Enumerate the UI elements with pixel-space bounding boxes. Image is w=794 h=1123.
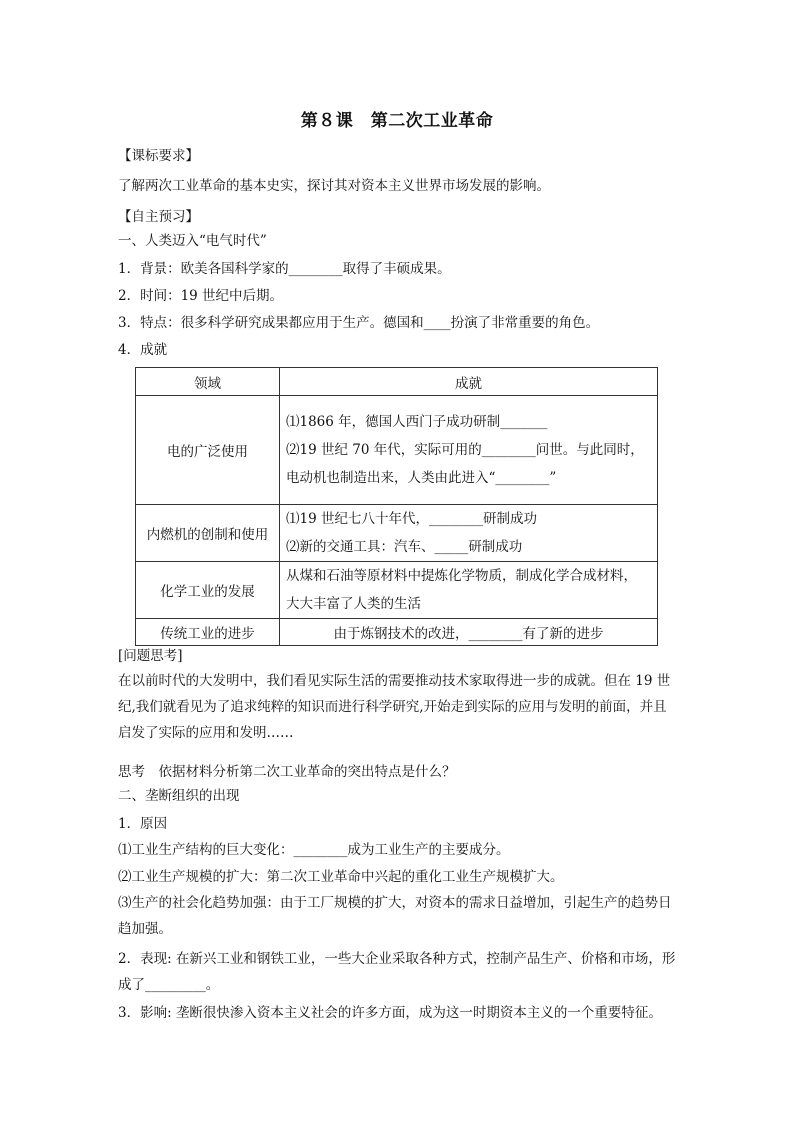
row-field: 内燃机的创制和使用 [136,505,280,562]
achievement-line: 从煤和石油等原材料中提炼化学物质，制成化学合成材料， [286,568,637,584]
table-row [136,562,658,619]
achievements-table [135,367,658,646]
achievement-line: ⑴1866 年，德国人西门子成功研制_______ [286,414,548,430]
reason-2: ⑵工业生产规模的扩大：第二次工业革命中兴起的重化工业生产规模扩大。 [118,869,564,885]
manifestation: 2．表现: 在新兴工业和钢铁工业，一些大企业采取各种方式，控制产品生产、价格和市场，形成了_________。 [118,951,676,993]
row-achievement: 由于炼钢技术的改进，________有了新的进步 [280,619,658,646]
preview-heading: 【自主预习】 [118,209,199,225]
think-question: 思考 依据材料分析第二次工业革命的突出特点是什么？ [118,764,456,780]
question-heading: [问题思考] [118,648,183,664]
achievement-line: ⑴19 世纪七八十年代，________研制成功 [286,511,537,527]
achievement-line: ⑵19 世纪 70 年代，实际可用的________问世。与此同时， [286,442,644,458]
reason-1: ⑴工业生产结构的巨大变化：________成为工业生产的主要成分。 [118,842,510,858]
table-row [136,505,658,562]
preview-item-3: 3．特点：很多科学研究成果都应用于生产。德国和____扮演了非常重要的角色。 [118,315,600,331]
row-field: 化学工业的发展 [136,562,280,619]
table-row [136,396,658,505]
preview-item-4: 4．成就 [118,342,168,358]
table-header-row [136,368,658,396]
preview-item-2: 2．时间：19 世纪中后期。 [118,288,284,304]
section1-title: 一、人类迈入“电气时代” [118,233,267,249]
achievement-line: ⑵新的交通工具：汽车、_____研制成功 [286,539,523,555]
row-achievement [280,396,658,505]
achievement-line: 电动机也制造出来，人类由此进入“________” [286,470,557,486]
achievement-line: 大大丰富了人类的生活 [286,596,421,612]
row-field: 传统工业的进步 [136,619,280,646]
section2-title: 二、垄断组织的出现 [118,788,240,804]
standards-heading: 【课标要求】 [118,148,199,164]
standards-text: 了解两次工业革命的基本史实，探讨其对资本主义世界市场发展的影响。 [118,178,550,194]
header-field: 领域 [136,368,280,396]
row-field: 电的广泛使用 [136,396,280,505]
row-achievement [280,562,658,619]
row-achievement [280,505,658,562]
question-passage: 在以前时代的大发明中，我们看见实际生活的需要推动技术家取得进一步的成就。但在 19 世纪,我们就看见为了追求纯粹的知识而进行科学研究,开始走到实际的应用与发明的前面，并且启发了实际的应用和发明…… [118,673,671,741]
header-achievement: 成就 [280,368,658,396]
preview-item-1: 1．背景：欧美各国科学家的________取得了丰硕成果。 [118,261,451,277]
table-row [136,619,658,646]
reason-title: 1．原因 [118,816,168,832]
impact: 3．影响: 垄断很快渗入资本主义社会的许多方面，成为这一时期资本主义的一个重要特征。 [118,1005,662,1021]
reason-3: ⑶生产的社会化趋势加强：由于工厂规模的扩大，对资本的需求日益增加，引起生产的趋势日趋加强。 [118,895,672,937]
lesson-title: 第８课 第二次工业革命 [300,111,494,131]
